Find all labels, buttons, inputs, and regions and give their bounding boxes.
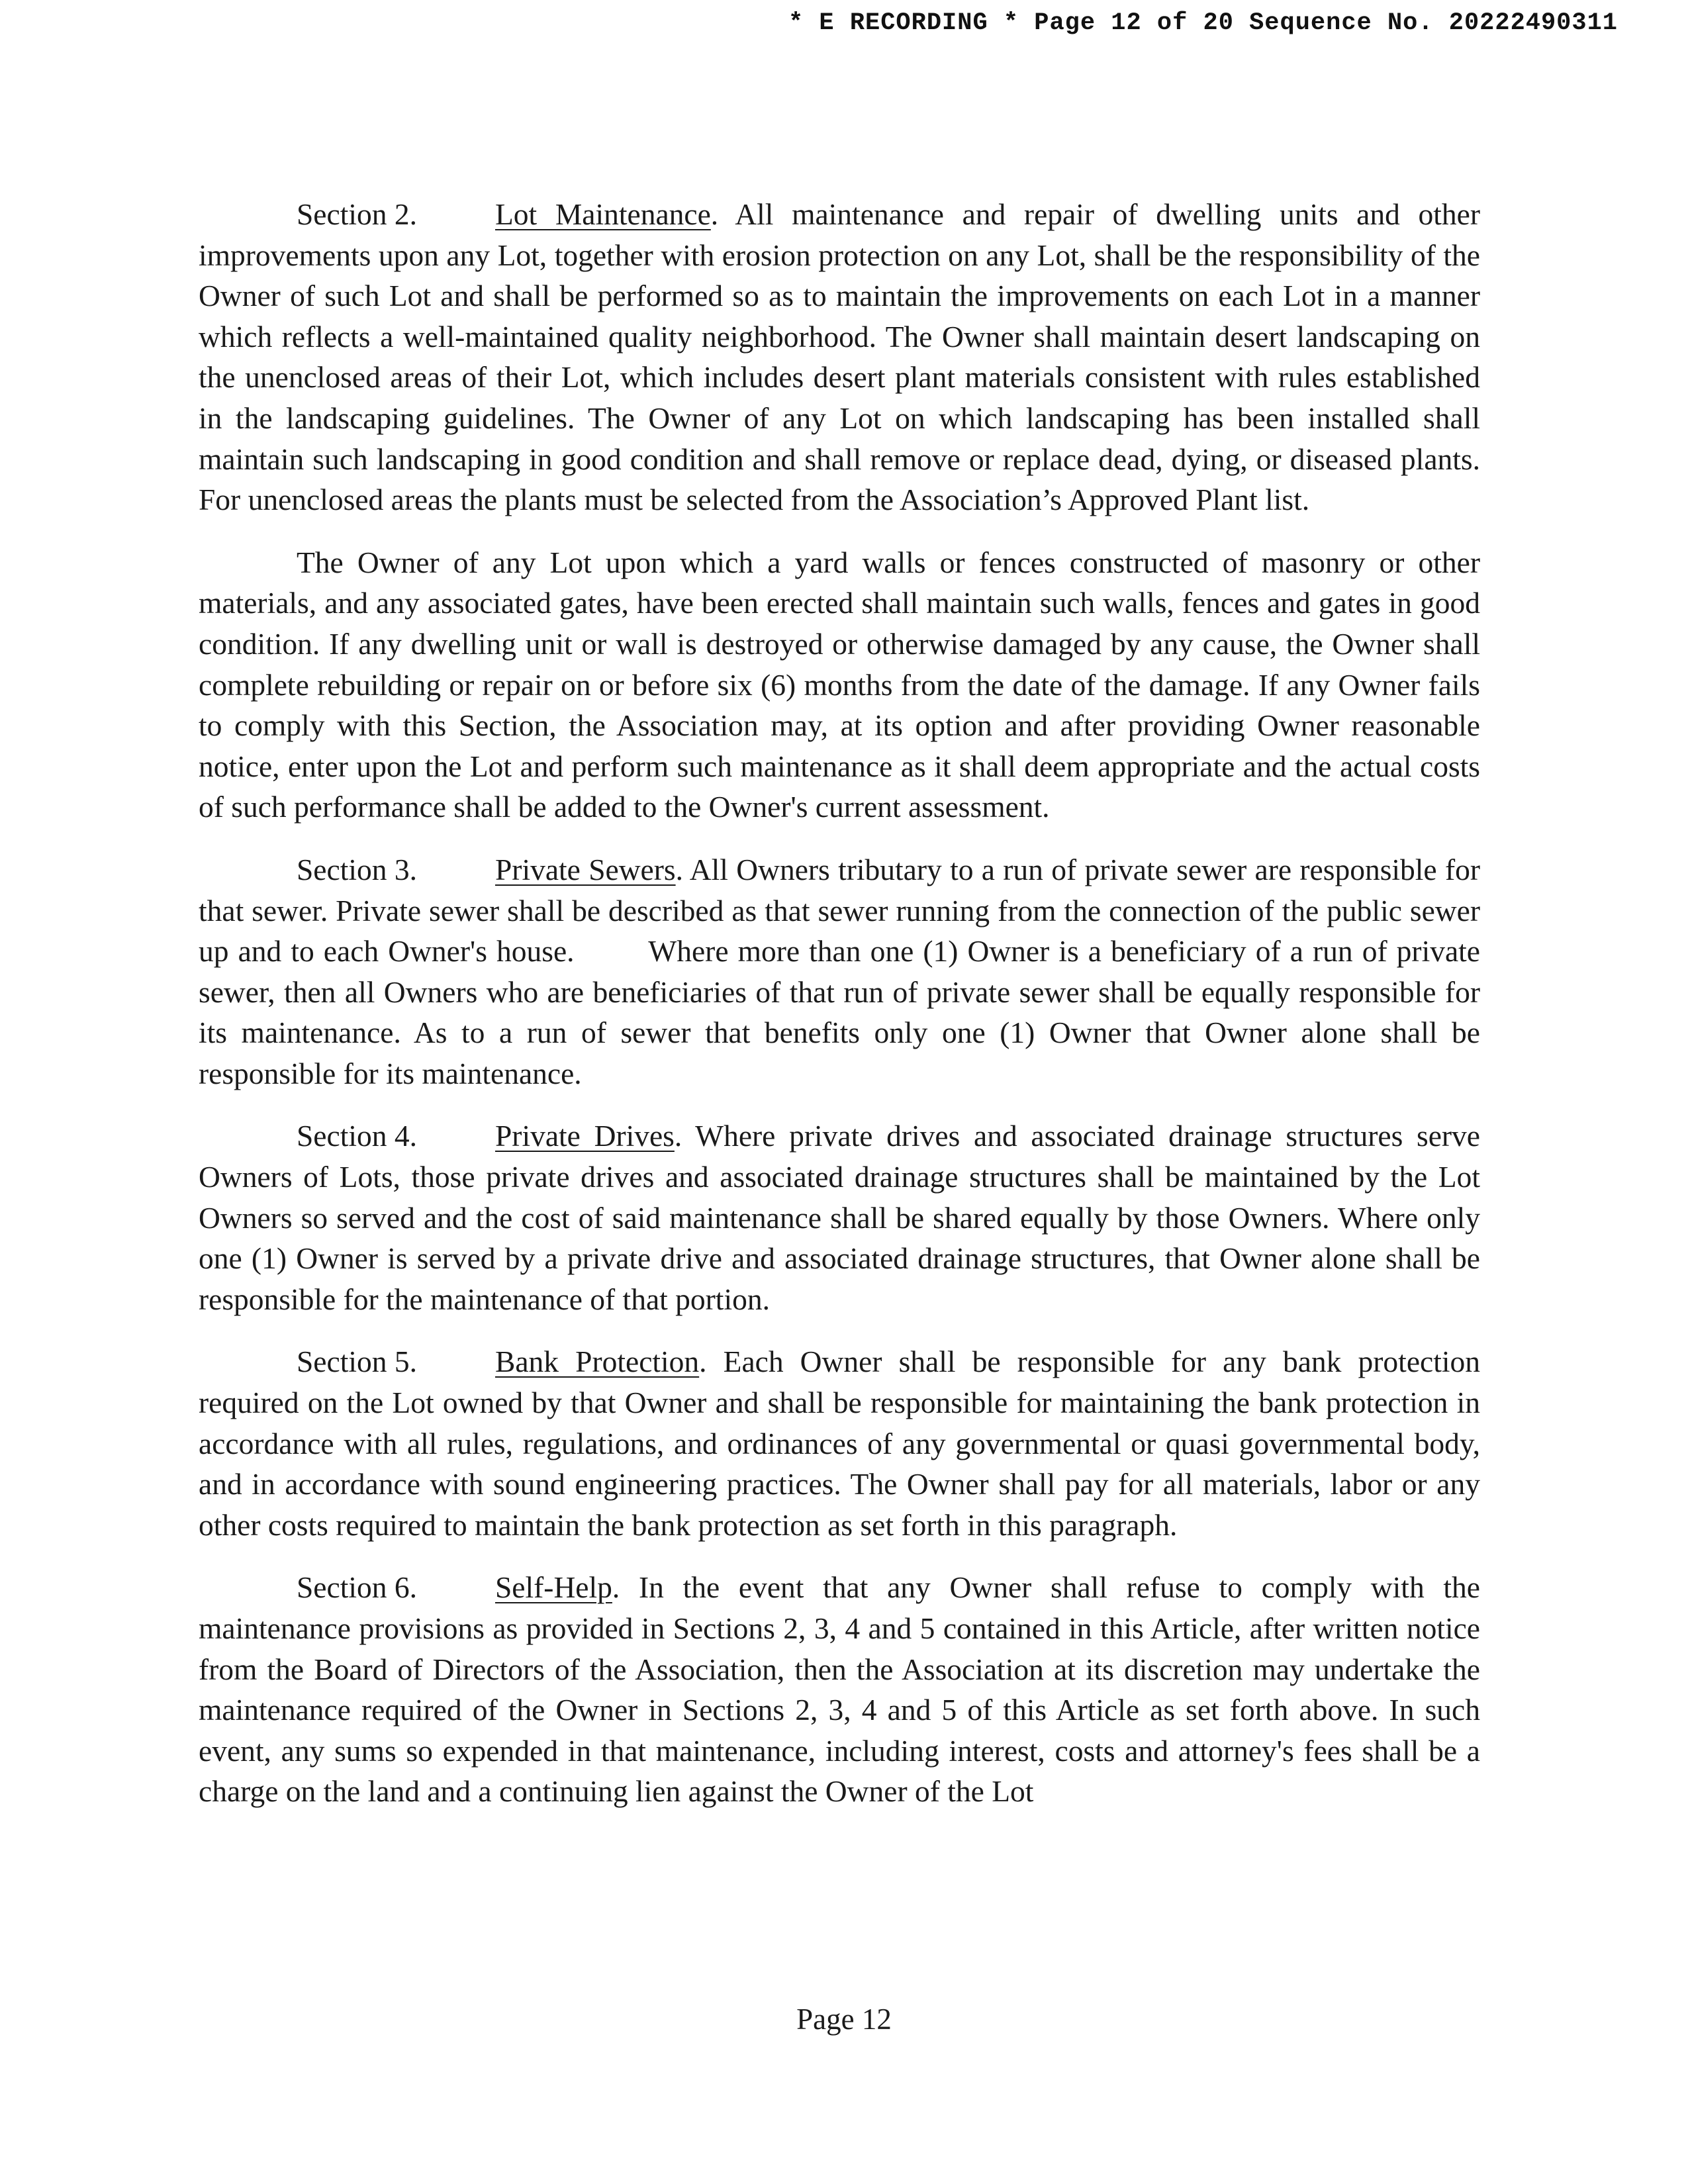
section-title: Bank Protection [495, 1345, 700, 1379]
recording-header: * E RECORDING * Page 12 of 20 Sequence No. 20222490311 [788, 9, 1618, 37]
section-title: Private Sewers [495, 852, 676, 886]
section-title: Private Drives [495, 1119, 675, 1153]
page-number-footer: Page 12 [796, 2003, 892, 2036]
section-text: . All Owners tributary to a run of private sewer are responsible for that sewer. Private sewer shall be described as that sewer running from the connection of the public sewer up and to each Owner's house. Where more than one (1) Owner is a beneficiary of a run of private sewer, then all Owners who are beneficiaries of that run of private sewer shall be equally responsible for its maintenance. As to a run of sewer that benefits only one (1) Owner that Owner alone shall be responsible for its maintenance. [199, 852, 1488, 1090]
section-text: . In the event that any Owner shall refuse to comply with the maintenance provisions as provided in Sections 2, 3, 4 and 5 contained in this Article, after written notice from the Board of Directors of the Association, then the Association at its discretion may undertake the maintenance required of the Owner in Sections 2, 3, 4 and 5 of this Article as set forth above. In such event, any sums so expended in that maintenance, including interest, costs and attorney's fees shall be a charge on the land and a continuing lien against the Owner of the Lot [199, 1570, 1480, 1809]
section-text: . All maintenance and repair of dwelling units and other improvements upon any Lot, together with erosion protection on any Lot, shall be the responsibility of the Owner of such Lot and shall be performed so as to maintain the improvements on each Lot in a manner which reflects a well-maintained quality neighborhood. The Owner shall maintain desert landscaping on the unenclosed areas of their Lot, which includes desert plant materials consistent with rules established in the landscaping guidelines. The Owner of any Lot on which landscaping has been installed shall maintain such landscaping in good condition and shall remove or replace dead, dying, or diseased plants. For unenclosed areas the plants must be selected from the Association’s Approved Plant list. [199, 197, 1480, 517]
section-label: Section 3. [297, 852, 417, 886]
paragraph-text: The Owner of any Lot upon which a yard walls or fences constructed of masonry or other materials, and any associated gates, have been erected shall maintain such walls, fences and gates in good condition. If any dwelling unit or wall is destroyed or otherwise damaged by any cause, the Owner shall complete rebuilding or repair on or before six (6) months from the date of the damage. If any Owner fails to comply with this Section, the Association may, at its option and after providing Owner reasonable notice, enter upon the Lot and perform such maintenance as it shall deem appropriate and the actual costs of such performance shall be added to the Owner's current assessment. [199, 545, 1480, 824]
section-text: . Where private drives and associated drainage structures serve Owners of Lots, those private drives and associated drainage structures shall be maintained by the Lot Owners so served and the cost of said maintenance shall be shared equally by those Owners. Where only one (1) Owner is served by a private drive and associated drainage structures, that Owner alone shall be responsible for the maintenance of that portion. [199, 1119, 1481, 1316]
document-body [199, 194, 1488, 1834]
section-4-paragraph [199, 1116, 1480, 1319]
section-label: Section 4. [297, 1119, 417, 1153]
section-3-paragraph [199, 849, 1488, 1094]
section-title: Lot Maintenance [495, 197, 711, 231]
section-2-paragraph [199, 194, 1480, 520]
section-label: Section 6. [297, 1570, 417, 1605]
section-2-continuation-paragraph [199, 542, 1480, 828]
section-label: Section 2. [297, 197, 417, 231]
section-label: Section 5. [297, 1345, 417, 1379]
section-title: Self-Help [495, 1570, 612, 1605]
section-5-paragraph [199, 1341, 1480, 1545]
section-text: . Each Owner shall be responsible for any bank protection required on the Lot owned by that Owner and shall be responsible for maintaining the bank protection in accordance with all rules, regulations, and ordinances of any governmental or quasi governmental body, and in accordance with sound engineering practices. The Owner shall pay for all materials, labor or any other costs required to maintain the bank protection as set forth in this paragraph. [199, 1345, 1480, 1542]
section-6-paragraph [199, 1567, 1480, 1812]
